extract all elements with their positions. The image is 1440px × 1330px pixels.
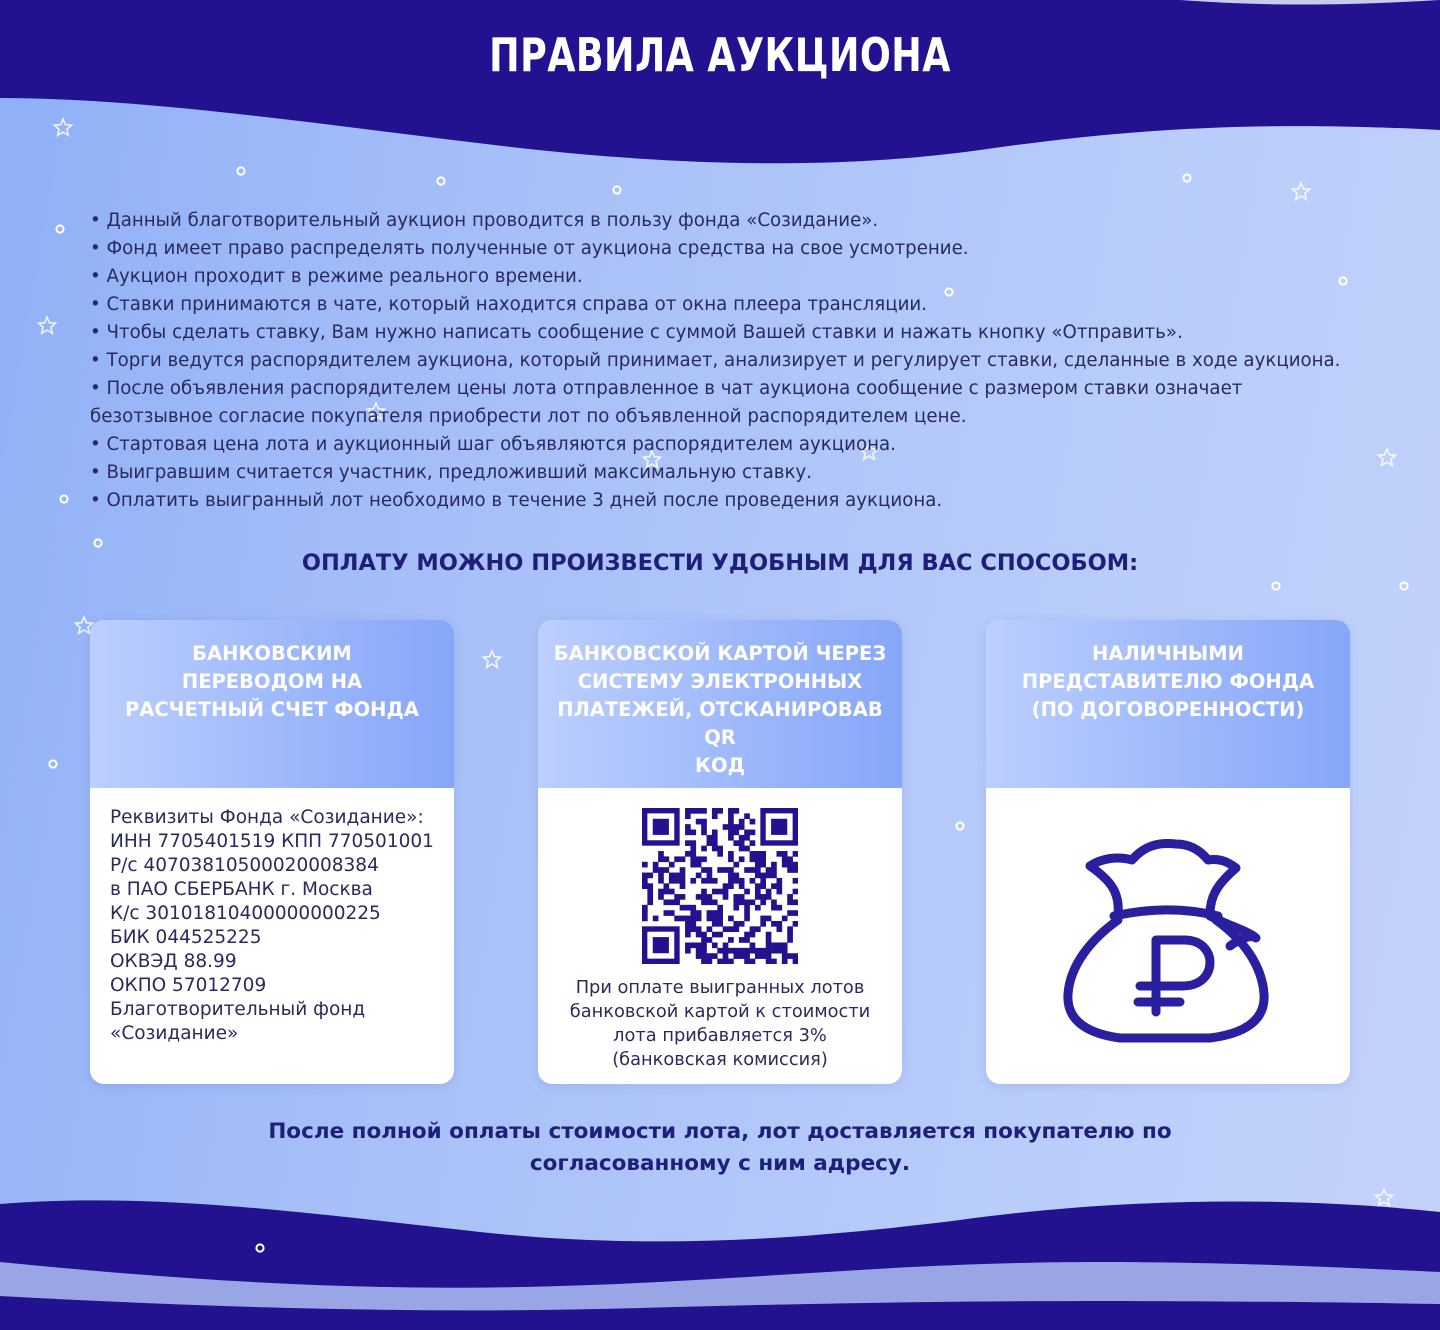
requisite-line: в ПАО СБЕРБАНК г. Москва (110, 879, 373, 900)
delivery-note-line: После полной оплаты стоимости лота, лот доставляется покупателю по (268, 1119, 1172, 1144)
requisite-line: ОКВЭД 88.99 (110, 951, 237, 972)
payment-card-qr (538, 620, 902, 1084)
card-title-line: НАЛИЧНЫМИ (1092, 642, 1244, 665)
card-title-line: БАНКОВСКИМ (192, 642, 352, 665)
rule-item: • Выигравшим считается участник, предложивший максимальную ставку. (90, 459, 1350, 487)
rule-item: • Чтобы сделать ставку, Вам нужно написать сообщение с суммой Вашей ставки и нажать кнопку «Отправить». (90, 319, 1350, 347)
card-title-line: ПРЕДСТАВИТЕЛЮ ФОНДА (1021, 670, 1315, 693)
money-bag-ruble-icon (1060, 816, 1276, 1046)
dot-icon (49, 760, 56, 767)
star-icon (54, 119, 71, 135)
rule-item: • Данный благотворительный аукцион проводится в пользу фонда «Созидание». (90, 207, 1350, 235)
requisite-line: ОКПО 57012709 (110, 975, 267, 996)
rules-list (90, 207, 1350, 515)
card-title-line: КОД (695, 754, 745, 777)
dot-icon (237, 167, 244, 174)
qr-note (538, 976, 902, 1072)
dot-icon (56, 225, 63, 232)
dot-icon (60, 495, 67, 502)
qr-note-line: банковской картой к стоимости (569, 1001, 871, 1022)
rule-item: • Аукцион проходит в режиме реального времени. (90, 263, 1350, 291)
page-title: ПРАВИЛА АУКЦИОНА (489, 28, 951, 82)
card-title-line: РАСЧЕТНЫЙ СЧЕТ ФОНДА (125, 698, 419, 721)
requisite-line: ИНН 7705401519 КПП 770501001 (110, 831, 434, 852)
dot-icon (1400, 582, 1407, 589)
payment-heading: ОПЛАТУ МОЖНО ПРОИЗВЕСТИ УДОБНЫМ ДЛЯ ВАС СПОСОБОМ: (301, 550, 1139, 576)
requisite-line: БИК 044525225 (110, 927, 262, 948)
rule-item: • После объявления распорядителем цены лота отправленное в чат аукциона сообщение с размером ставки означает безотзывное согласие покупателя приобрести лот по объявленной распорядителем цене. (90, 375, 1350, 431)
rule-item: • Стартовая цена лота и аукционный шаг объявляются распорядителем аукциона. (90, 431, 1350, 459)
qr-note-line: лота прибавляется 3% (613, 1025, 827, 1046)
card-title (538, 620, 902, 788)
rule-item: • Торги ведутся распорядителем аукциона, который принимает, анализирует и регулирует ставки, сделанные в ходе аукциона. (90, 347, 1350, 375)
requisite-line: Благотворительный фонд (110, 999, 366, 1020)
card-title-line: БАНКОВСКОЙ КАРТОЙ ЧЕРЕЗ (553, 642, 887, 665)
rule-item: • Оплатить выигранный лот необходимо в течение 3 дней после проведения аукциона. (90, 487, 1350, 515)
qr-code-icon[interactable] (642, 808, 798, 964)
requisite-line: Реквизиты Фонда «Созидание»: (110, 807, 424, 828)
dot-icon (437, 177, 444, 184)
card-title-line: СИСТЕМУ ЭЛЕКТРОННЫХ (577, 670, 863, 693)
star-icon (483, 651, 500, 667)
payment-card-cash (986, 620, 1350, 1084)
rule-item: • Ставки принимаются в чате, который находится справа от окна плеера трансляции. (90, 291, 1350, 319)
requisite-line: «Созидание» (110, 1023, 239, 1044)
dot-icon (613, 186, 620, 193)
star-icon (1378, 449, 1395, 465)
card-title-line: ПЕРЕВОДОМ НА (181, 670, 363, 693)
card-title (986, 620, 1350, 788)
requisite-line: Р/с 40703810500020008384 (110, 855, 379, 876)
dot-icon (956, 822, 963, 829)
card-title (90, 620, 454, 788)
delivery-note-line: согласованному с ним адресу. (529, 1151, 911, 1176)
qr-note-line: (банковская комиссия) (612, 1049, 828, 1070)
qr-note-line: При оплате выигранных лотов (575, 977, 865, 998)
dot-icon (1272, 582, 1279, 589)
card-title-line: (ПО ДОГОВОРЕННОСТИ) (1031, 698, 1305, 721)
star-icon (38, 317, 55, 333)
payment-card-bank-transfer (90, 620, 454, 1084)
dot-icon (1183, 174, 1190, 181)
star-icon (1375, 1189, 1392, 1205)
star-icon (1292, 183, 1309, 199)
dot-icon (94, 539, 101, 546)
delivery-note (0, 1116, 1440, 1180)
bank-requisites (110, 806, 440, 1046)
rule-item: • Фонд имеет право распределять полученные от аукциона средства на свое усмотрение. (90, 235, 1350, 263)
requisite-line: К/с 30101810400000000225 (110, 903, 381, 924)
card-title-line: ПЛАТЕЖЕЙ, ОТСКАНИРОВАВ QR (557, 698, 883, 749)
